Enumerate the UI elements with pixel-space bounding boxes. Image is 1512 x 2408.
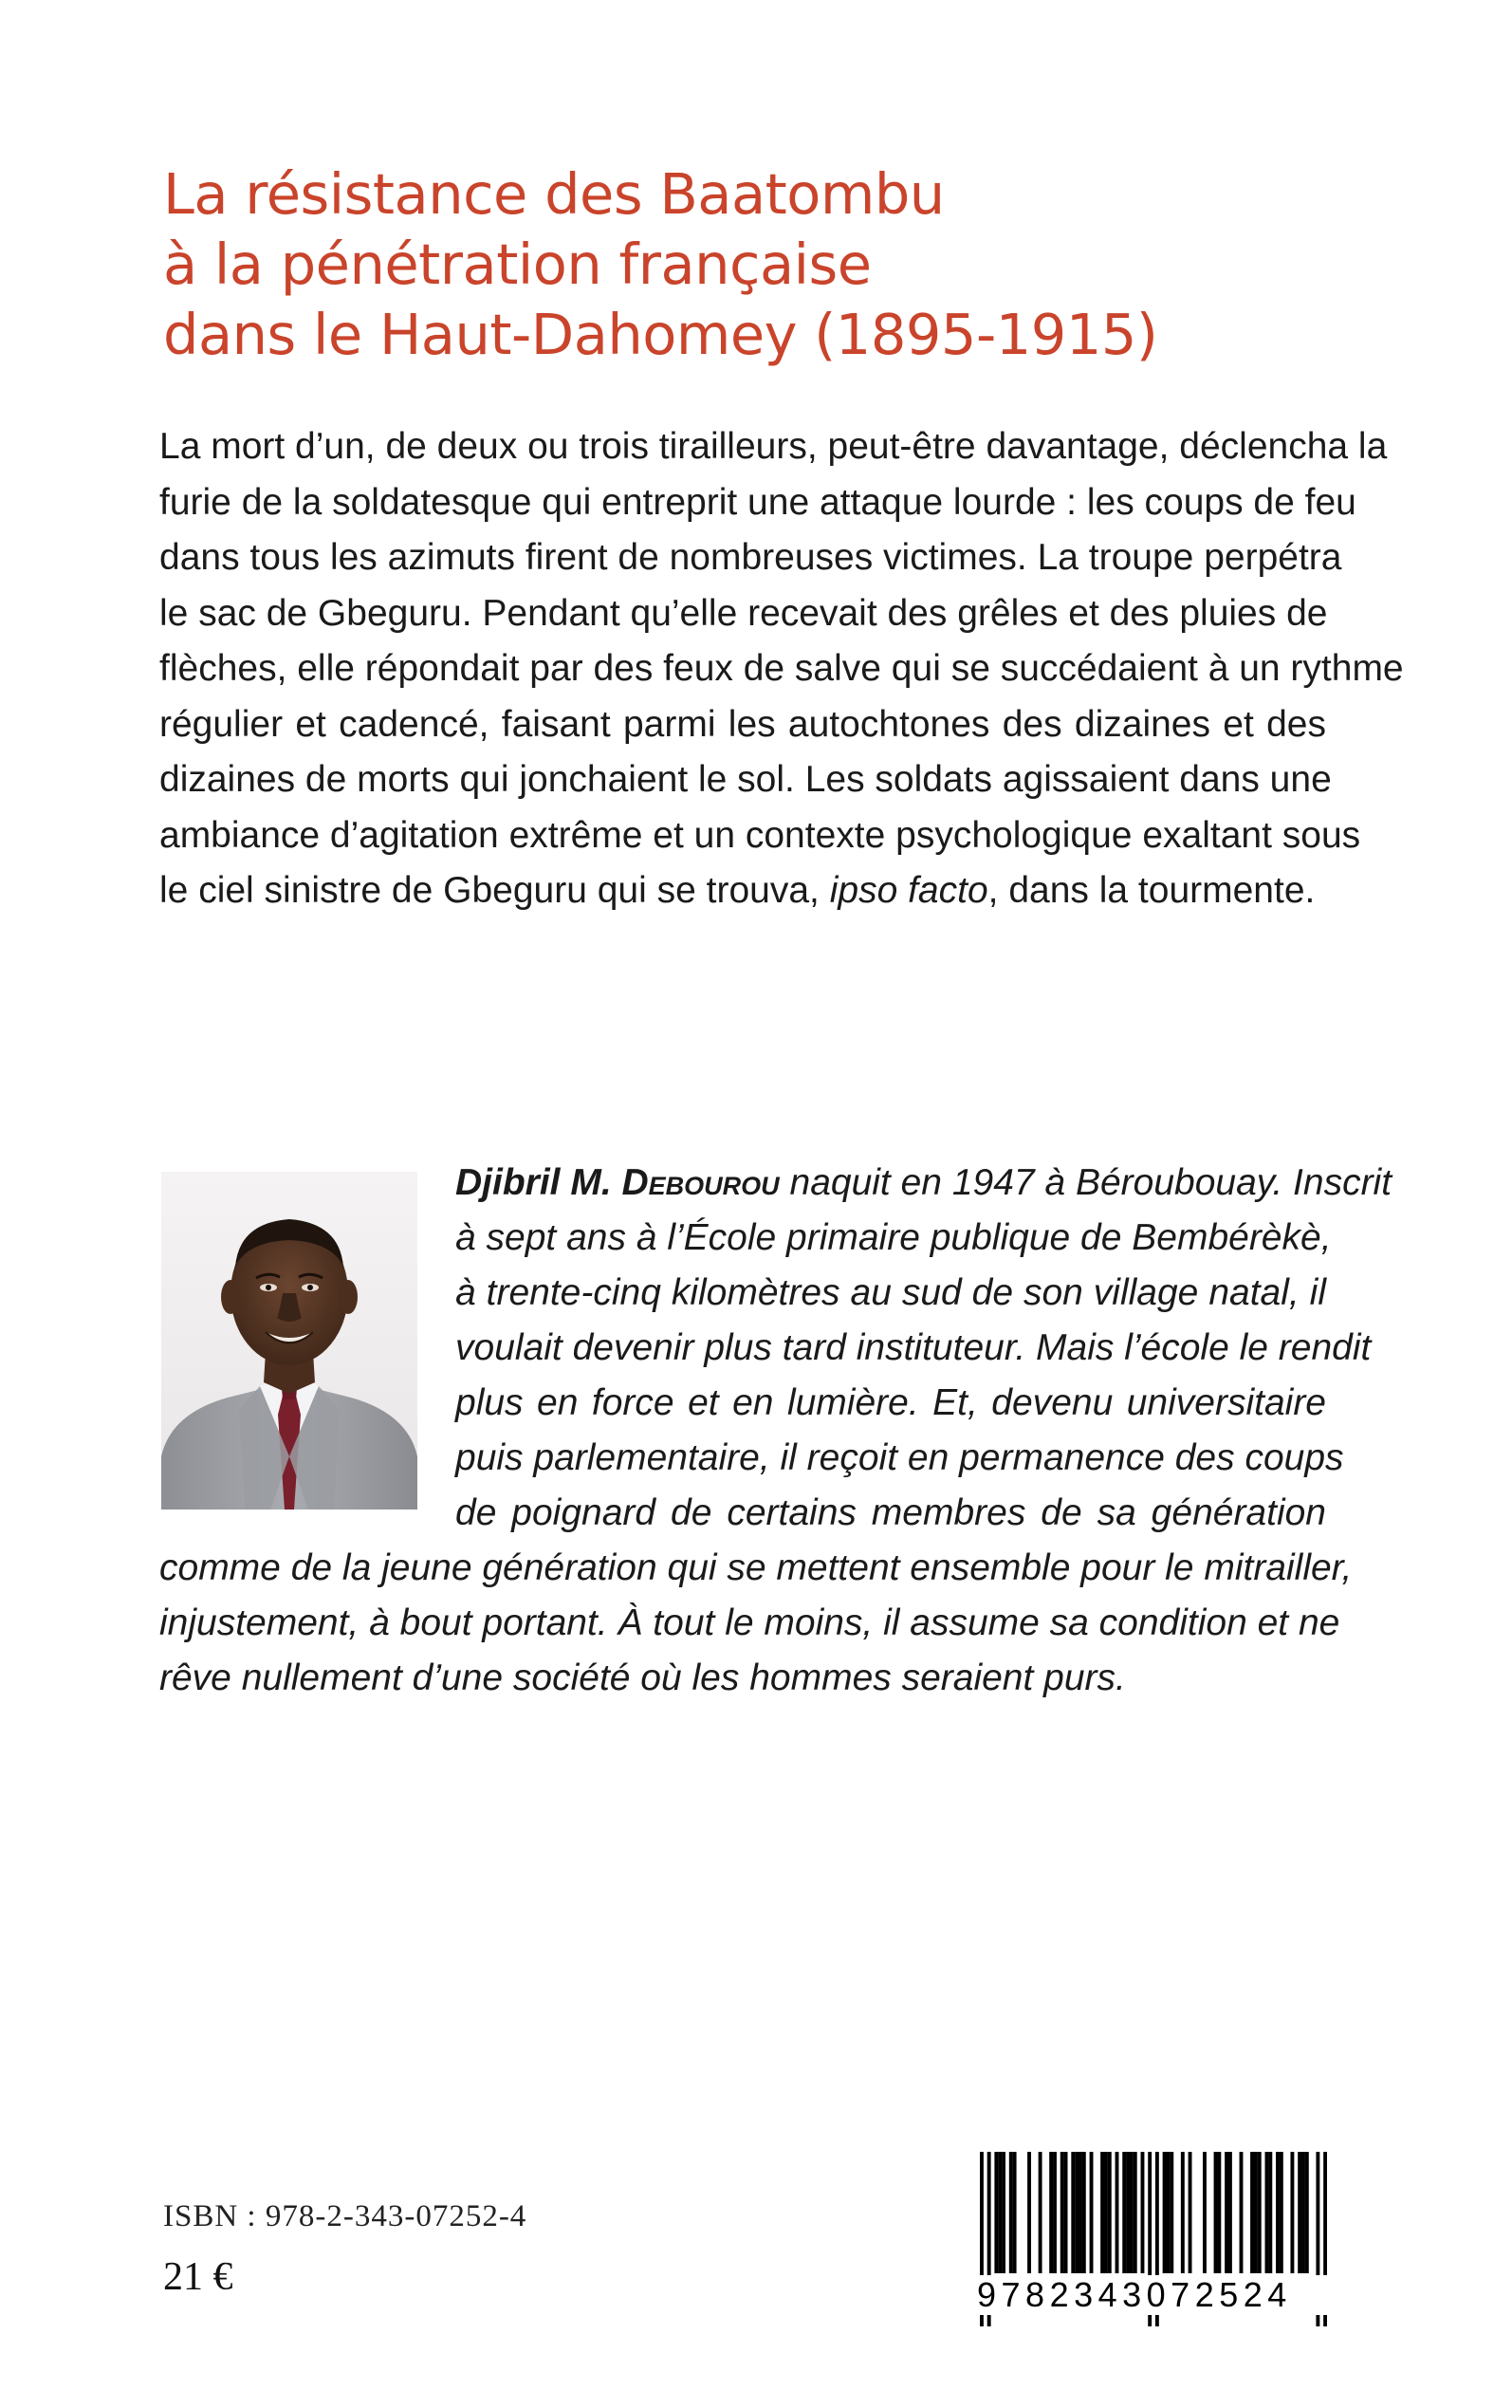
barcode-bar — [1217, 2152, 1221, 2273]
barcode-bar — [1141, 2152, 1145, 2273]
bio-line: puis parlementaire, il reçoit en permanence des coups — [455, 1437, 1344, 1478]
barcode-bar — [1108, 2152, 1112, 2273]
barcode-bar — [1126, 2152, 1130, 2273]
author-name-last: Debourou — [621, 1162, 780, 1203]
barcode-bar — [1130, 2152, 1134, 2273]
bio-line: à trente-cinq kilomètres au sud de son village natal, il — [455, 1272, 1326, 1313]
barcode-bar — [1228, 2152, 1232, 2273]
blurb-line: La mort d’un, de deux ou trois tirailleurs, peut-être davantage, déclencha la — [159, 426, 1388, 467]
barcode-bar — [1250, 2152, 1254, 2273]
bio-first-line — [455, 1156, 1392, 1211]
barcode-bar — [1013, 2152, 1017, 2273]
barcode-bar — [1203, 2152, 1207, 2273]
barcode-bar — [1122, 2152, 1126, 2273]
barcode-bar — [1225, 2152, 1228, 2273]
barcode-digits: 9782343072524 — [977, 2275, 1330, 2315]
barcode-bar — [1060, 2152, 1064, 2273]
blurb-last-before: le ciel sinistre de Gbeguru qui se trouva, — [159, 870, 830, 911]
bio-line: plus en force et en lumière. Et, devenu universitaire — [455, 1382, 1326, 1423]
barcode-bar — [1305, 2152, 1309, 2273]
blurb-line: régulier et cadencé, faisant parmi les autochtones des dizaines et des — [159, 703, 1326, 745]
barcode-bar — [1009, 2152, 1013, 2273]
barcode-bar — [1276, 2152, 1280, 2273]
barcode-bar — [1079, 2152, 1082, 2273]
title-line-3: dans le Haut-Dahomey (1895-1915) — [163, 302, 1158, 367]
blurb-italic-phrase: ipso facto — [829, 870, 988, 911]
title-line-2: à la pénétration française — [163, 232, 872, 297]
isbn-text: ISBN : 978-2-343-07252-4 — [163, 2199, 527, 2233]
blurb-last-line — [159, 863, 1326, 919]
bio-line: rêve nullement d’une société où les hommes seraient purs. — [159, 1658, 1126, 1698]
barcode-bar — [1170, 2152, 1173, 2273]
price-text: 21 € — [163, 2255, 233, 2299]
blurb-line: ambiance d’agitation extrême et un contexte psychologique exaltant sous — [159, 814, 1361, 856]
author-name-first: Djibril M. — [455, 1162, 622, 1203]
bio-first-line-rest: naquit en 1947 à Béroubouay. Inscrit — [779, 1162, 1392, 1203]
author-bio — [159, 1156, 1392, 1706]
book-title — [163, 159, 1301, 370]
bio-line: injustement, à bout portant. À tout le moins, il assume sa condition et ne — [159, 1602, 1340, 1643]
barcode-bar — [1254, 2152, 1258, 2273]
barcode-bar — [1039, 2152, 1042, 2273]
barcode-bar — [1134, 2152, 1137, 2273]
blurb-line: dans tous les azimuts firent de nombreuses victimes. La troupe perpétra — [159, 537, 1342, 578]
barcode-bar — [1280, 2152, 1283, 2273]
barcode-bar — [1071, 2152, 1075, 2273]
barcode-bar — [1258, 2152, 1262, 2273]
blurb-line: flèches, elle répondait par des feux de salve qui se succédaient à un rythme — [159, 648, 1404, 689]
barcode-bar — [1298, 2152, 1301, 2273]
barcode-bar — [1027, 2152, 1031, 2273]
blurb-line: furie de la soldatesque qui entreprit une attaque lourde : les coups de feu — [159, 481, 1356, 523]
book-blurb — [159, 419, 1404, 919]
barcode-bar — [1075, 2152, 1079, 2273]
barcode-bar — [1181, 2152, 1185, 2273]
barcode-bar — [1116, 2152, 1119, 2273]
blurb-line: dizaines de morts qui jonchaient le sol. Les soldats agissaient dans une — [159, 759, 1332, 800]
barcode-bar — [1265, 2152, 1269, 2273]
barcode-bar — [1049, 2152, 1053, 2273]
barcode-bar — [1189, 2152, 1192, 2273]
barcode-bar — [998, 2152, 1002, 2273]
blurb-last-after: , dans la tourmente. — [987, 870, 1316, 911]
barcode-bar — [1053, 2152, 1057, 2273]
barcode-bar — [1214, 2152, 1218, 2273]
barcode-bar — [1090, 2152, 1094, 2273]
barcode-bar — [1268, 2152, 1272, 2273]
barcode-bar — [1064, 2152, 1068, 2273]
bio-line: voulait devenir plus tard instituteur. Mais l’école le rendit — [455, 1327, 1372, 1368]
bio-line: de poignard de certains membres de sa génération — [455, 1492, 1326, 1533]
barcode-bar — [1104, 2152, 1108, 2273]
blurb-line: le sac de Gbeguru. Pendant qu’elle recevait des grêles et des pluies de — [159, 592, 1328, 634]
barcode-bar — [1100, 2152, 1104, 2273]
barcode-bar — [1163, 2152, 1167, 2273]
barcode-bar — [994, 2152, 998, 2273]
barcode-bar — [1290, 2152, 1294, 2273]
barcode-bar — [1240, 2152, 1244, 2273]
barcode-bar — [1002, 2152, 1005, 2273]
bio-line: comme de la jeune génération qui se mettent ensemble pour le mitrailler, — [159, 1547, 1353, 1588]
barcode-bar — [1301, 2152, 1305, 2273]
barcode-bar — [1166, 2152, 1170, 2273]
barcode-bar — [1082, 2152, 1086, 2273]
bio-line: à sept ans à l’École primaire publique de Bembérèkè, — [455, 1217, 1332, 1258]
title-line-1: La résistance des Baatombu — [163, 161, 945, 227]
